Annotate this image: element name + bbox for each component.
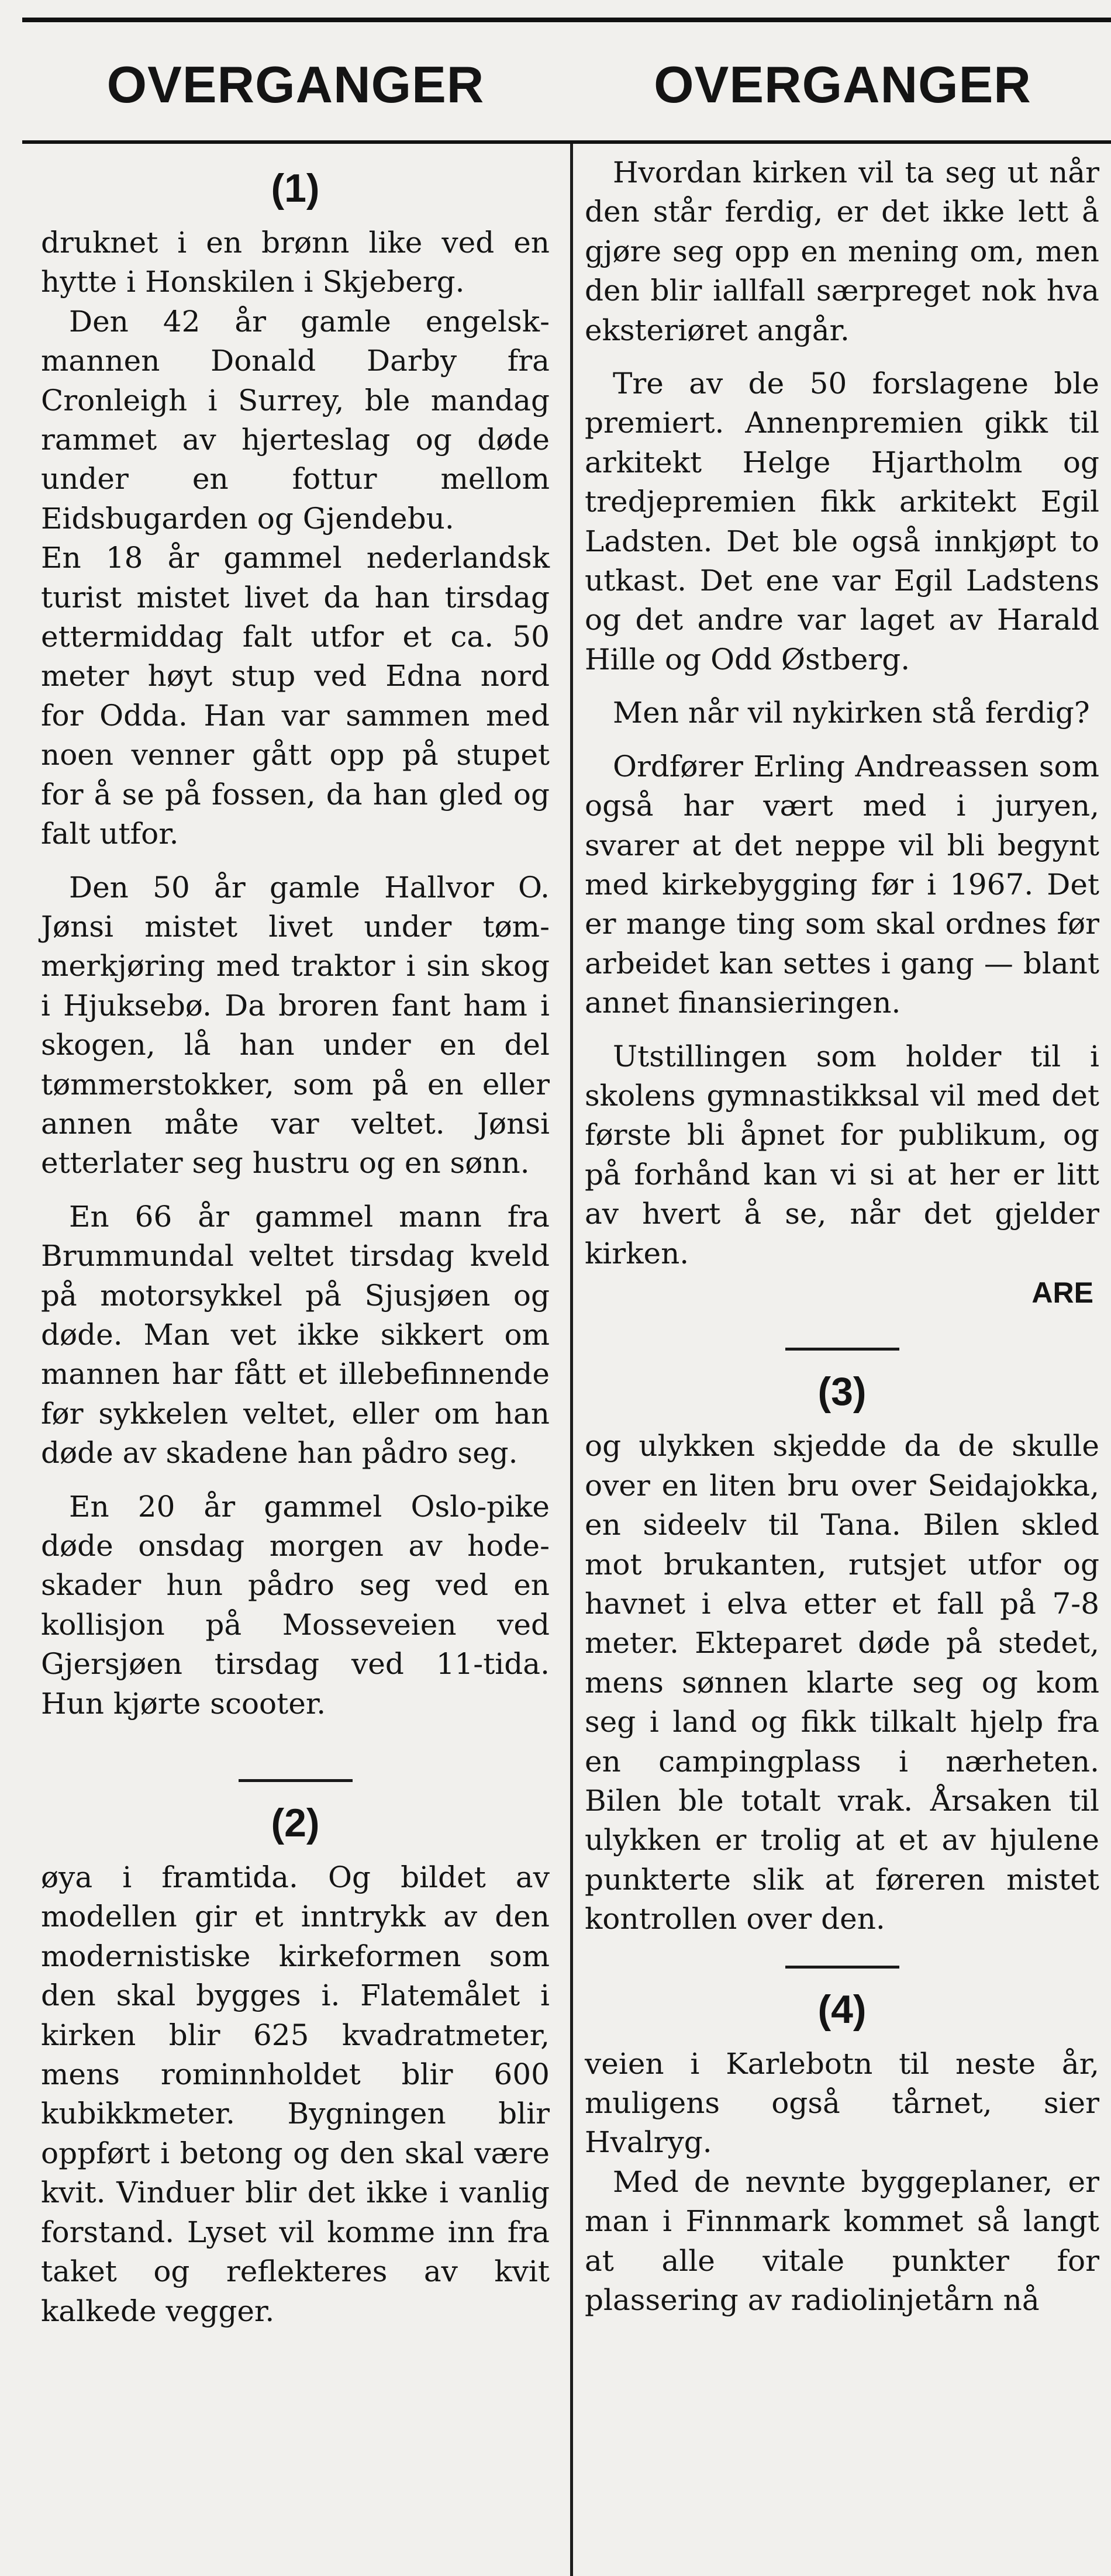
article-paragraph: Ordfører Erling Andreassen som også har vært med i juryen, svarer at det neppe vil bli begynt med kirkebygging før i 1967. Det er mange ting som skal ordnes før arbeidet kan settes i gang — blant annet finansieringen.	[585, 749, 1099, 1020]
section-number-2: (2)	[271, 1801, 320, 1846]
article-paragraph: En 18 år gammel nederlandsk turist mistet livet da han tirsdag ettermiddag falt utfor et ca. 50 meter høyt stup ved Edna nord for Odda. Han var sammen med noen venner gått opp på stupet for å se på fossen, da han gled og falt utfor.	[41, 541, 550, 851]
heading-rule	[22, 140, 1111, 144]
author-signature: ARE	[1031, 1276, 1093, 1309]
article-paragraph: og ulykken skjedde da de skulle over en liten bru over Seidajokka, en sideelv til Tana. Bilen skled mot brukanten, rutsjet utfor og havnet i elva etter et fall på 7-8 meter. Ekteparet døde på stedet, mens sønnen klarte seg og kom seg i land og fikk tilkalt hjelp fra en campingplass i nærheten. Bilen ble totalt vrak. Årsaken til ulykken er trolig at et av hjulene punkterte slik at føreren mistet kontrollen over den.	[585, 1429, 1099, 1936]
article-paragraph: druknet i en brønn like ved en hytte i Honskilen i Skjeberg.	[41, 226, 550, 299]
section-number-3: (3)	[817, 1369, 867, 1414]
column-heading-right: OVERGANGER	[654, 56, 1031, 113]
article-paragraph: Den 50 år gamle Hallvor O. Jønsi mistet livet under tømmerkjøring med traktor i sin skog i Hjuksebø. Da broren fant ham i skogen, lå han under en del tømmerstokker, som på en eller annen måte var veltet. Jønsi etterlater seg hustru og en sønn.	[41, 870, 550, 1180]
article-paragraph: Utstillingen som holder til i skolens gymnastikksal vil med det første bli åpnet for publikum, og på forhånd kan vi si at her er litt av hvert å se, når det gjelder kirken.	[585, 1039, 1099, 1270]
right-column	[585, 153, 1099, 2321]
section-divider	[785, 1966, 899, 1969]
article-paragraph: Men når vil nykirken stå ferdig?	[613, 696, 1090, 730]
article-paragraph: øya i framtida. Og bildet av modellen gir et inntrykk av den modernistiske kirkeformen som den skal bygges i. Flatemålet i kirken blir 625 kvadratmeter, mens rominnholdet blir 600 kubikkmeter. Bygningen blir oppført i betong og den skal være kvit. Vinduer blir det ikke i vanlig forstand. Lyset vil komme inn fra taket og reflekteres av kvit kalkede vegger.	[41, 1860, 550, 2328]
article-paragraph: veien i Karlebotn til neste år, muligens også tårnet, sier Hvalryg.	[585, 2046, 1099, 2160]
article-paragraph: Den 42 år gamle engelskmannen Donald Darby fra Cronleigh i Surrey, ble mandag rammet av hjerteslag og døde under en fottur mellom Eidsbugarden og Gjendebu.	[41, 304, 550, 536]
article-paragraph: En 66 år gammel mann fra Brummundal veltet tirsdag kveld på motorsykkel på Sjusjøen og døde. Man vet ikke sikkert om mannen har fått et illebefinnende før sykkelen veltet, eller om han døde av skadene han pådro seg.	[41, 1199, 550, 1470]
article-paragraph: Med de nevnte byggeplaner, er man i Finnmark kommet så langt at alle vitale punkter for plassering av radiolinjetårn nå	[585, 2164, 1099, 2318]
section-number-4: (4)	[817, 1987, 867, 2032]
left-column	[41, 153, 550, 2331]
article-paragraph: En 20 år gammel Oslo-pike døde onsdag morgen av hodeskader hun pådro seg ved en kollisjon på Mosseveien ved Gjersjøen tirsdag ved 11-tida. Hun kjørte scooter.	[41, 1489, 550, 1721]
article-paragraph: Tre av de 50 forslagene ble premiert. Annenpremien gikk til arkitekt Helge Hjartholm og tredjepremien fikk arkitekt Egil Ladsten. Det ble også innkjøpt to utkast. Det ene var Egil Ladstens og det andre var laget av Harald Hille og Odd Østberg.	[585, 367, 1099, 676]
article-paragraph: Hvordan kirken vil ta seg ut når den står ferdig, er det ikke lett å gjøre seg opp en mening om, men den blir iallfall særpreget nok hva eksteriøret angår.	[585, 156, 1099, 347]
section-divider	[785, 1348, 899, 1351]
top-rule	[22, 18, 1111, 22]
section-number-1: (1)	[271, 166, 320, 210]
column-divider	[570, 144, 573, 2576]
section-divider	[239, 1779, 353, 1782]
column-heading-left: OVERGANGER	[106, 56, 485, 113]
